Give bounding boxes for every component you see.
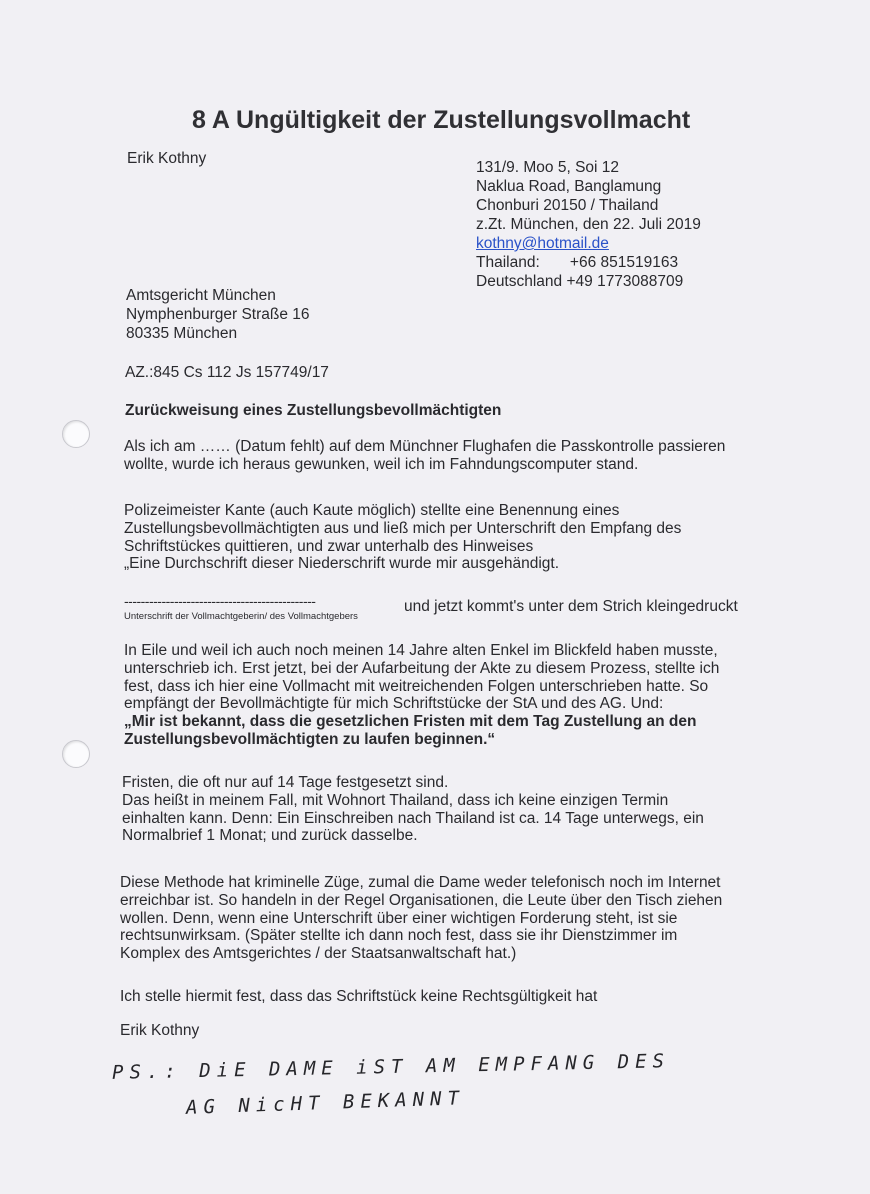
handwritten-note-line-1: PS.: DiE DAME iST AM EMPFANG DES bbox=[111, 1050, 671, 1084]
text-line: fest, dass ich hier eine Vollmacht mit weitreichenden Folgen unterschrieben hatte. So bbox=[124, 677, 709, 695]
text-line: Komplex des Amtsgerichtes / der Staatsanwaltschaft hat.) bbox=[120, 945, 517, 963]
text-line: einhalten kann. Denn: Ein Einschreiben nach Thailand ist ca. 14 Tage unterwegs, ein bbox=[122, 809, 704, 827]
address-line: 131/9. Moo 5, Soi 12 bbox=[476, 159, 620, 176]
address-line: Chonburi 20150 / Thailand bbox=[476, 197, 659, 214]
text-line: Als ich am …… (Datum fehlt) auf dem Münchner Flughafen die Passkontrolle passieren bbox=[124, 438, 726, 455]
document-title: 8 A Ungültigkeit der Zustellungsvollmacht bbox=[192, 106, 691, 134]
recipient-line: Nymphenburger Straße 16 bbox=[126, 306, 310, 323]
handwritten-note-line-2: AG NicHT BEKANNT bbox=[185, 1087, 466, 1119]
phone-line: Deutschland +49 1773088709 bbox=[476, 273, 684, 290]
closing-statement: Ich stelle hiermit fest, dass das Schriftstück keine Rechtsgültigkeit hat bbox=[120, 988, 598, 1005]
text-line: Zustellungsbevollmächtigten aus und ließ mich per Unterschrift den Empfang des bbox=[124, 519, 682, 537]
bold-quote-line: „Mir ist bekannt, dass die gesetzlichen Fristen mit dem Tag Zustellung an den bbox=[124, 713, 697, 731]
case-reference: AZ.:845 Cs 112 Js 157749/17 bbox=[125, 364, 329, 381]
paragraph-5 bbox=[120, 874, 722, 963]
text-line: In Eile und weil ich auch noch meinen 14 Jahre alten Enkel im Blickfeld haben musste, bbox=[124, 642, 718, 659]
paragraph-3 bbox=[124, 642, 719, 749]
text-line: Fristen, die oft nur auf 14 Tage festgesetzt sind. bbox=[122, 774, 449, 791]
bold-quote-line: Zustellungsbevollmächtigten zu laufen beginnen.“ bbox=[124, 730, 496, 748]
text-line: erreichbar ist. So handeln in der Regel Organisationen, die Leute über den Tisch ziehen bbox=[120, 891, 723, 909]
signature-caption: Unterschrift der Vollmachtgeberin/ des Vollmachtgebers bbox=[124, 611, 358, 622]
text-line: rechtsunwirksam. (Später stellte ich dann noch fest, dass sie ihr Dienstzimmer im bbox=[120, 927, 678, 945]
text-line: Polizeimeister Kante (auch Kaute möglich) stellte eine Benennung eines bbox=[124, 502, 620, 519]
text-line: empfängt der Bevollmächtigte für mich Schriftstücke der StA und des AG. Und: bbox=[124, 695, 664, 713]
text-line: Das heißt in meinem Fall, mit Wohnort Thailand, dass ich keine einzigen Termin bbox=[122, 791, 669, 809]
closing-name: Erik Kothny bbox=[120, 1022, 200, 1039]
sender-name: Erik Kothny bbox=[127, 150, 207, 167]
phone-line: Thailand: +66 851519163 bbox=[476, 254, 679, 271]
text-line: unterschrieb ich. Erst jetzt, bei der Aufarbeitung der Akte zu diesem Prozess, stellte ich bbox=[124, 659, 720, 677]
sender-address-block bbox=[476, 158, 701, 291]
text-line: wollen. Denn, wenn eine Unterschrift über einer wichtigen Forderung steht, ist sie bbox=[120, 909, 678, 927]
address-line: Naklua Road, Banglamung bbox=[476, 178, 662, 195]
email-link[interactable]: kothny@hotmail.de bbox=[476, 235, 609, 252]
text-line: Schriftstückes quittieren, und zwar unterhalb des Hinweises bbox=[124, 537, 534, 555]
text-line: wollte, wurde ich heraus gewunken, weil ich im Fahndungscomputer stand. bbox=[124, 455, 639, 473]
signature-remark: und jetzt kommt's unter dem Strich kleingedruckt bbox=[404, 598, 738, 615]
subject-line: Zurückweisung eines Zustellungsbevollmächtigten bbox=[125, 402, 502, 419]
punch-hole-bottom bbox=[62, 740, 90, 768]
recipient-line: 80335 München bbox=[126, 325, 238, 342]
text-line: „Eine Durchschrift dieser Niederschrift wurde mir ausgehändigt. bbox=[124, 555, 560, 573]
recipient-address-block bbox=[126, 286, 310, 343]
paragraph-2 bbox=[124, 502, 681, 573]
punch-hole-top bbox=[62, 420, 90, 448]
recipient-line: Amtsgericht München bbox=[126, 287, 276, 304]
text-line: Diese Methode hat kriminelle Züge, zumal die Dame weder telefonisch noch im Internet bbox=[120, 874, 721, 891]
text-line: Normalbrief 1 Monat; und zurück dasselbe. bbox=[122, 827, 418, 845]
paragraph-4 bbox=[122, 774, 704, 845]
address-line: z.Zt. München, den 22. Juli 2019 bbox=[476, 216, 701, 233]
paragraph-1 bbox=[124, 438, 725, 474]
signature-line: ---------------------------------------------- bbox=[124, 593, 316, 609]
